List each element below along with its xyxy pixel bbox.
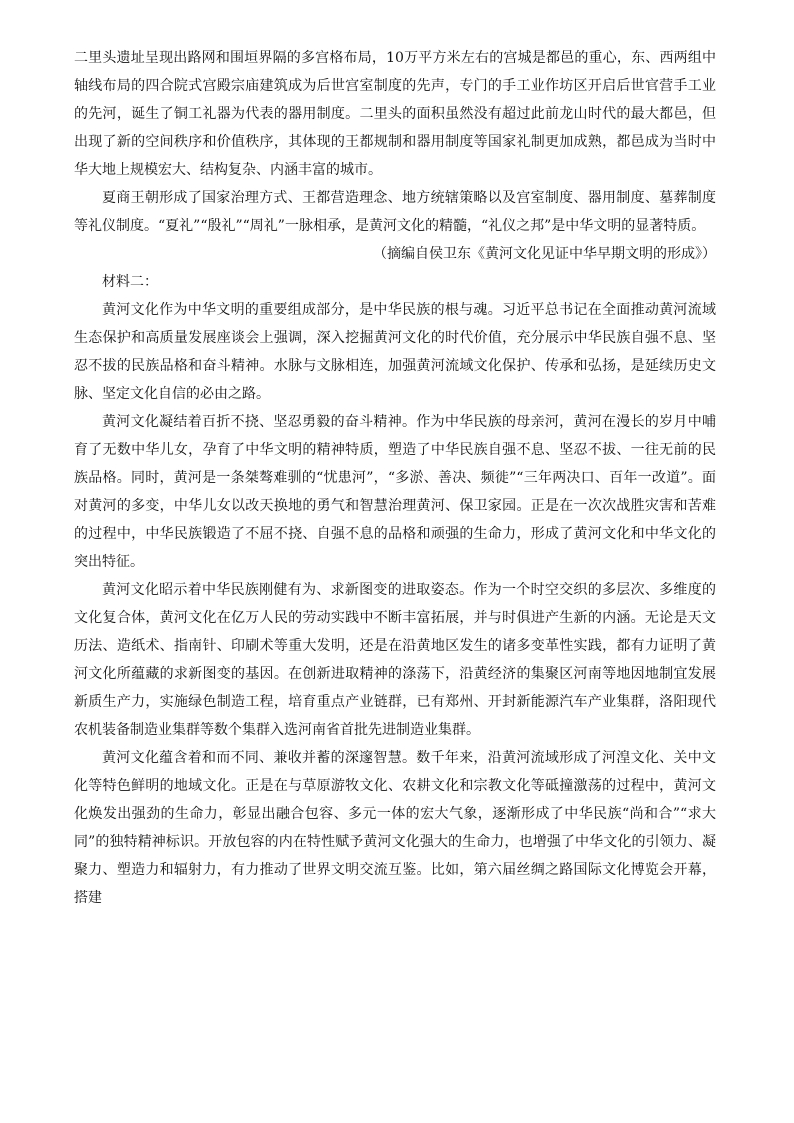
source-citation: （摘编自侯卫东《黄河文化见证中华早期文明的形成》）	[373, 246, 716, 262]
document-page	[74, 44, 716, 912]
body-paragraph: 黄河文化蕴含着和而不同、兼收并蓄的深邃智慧。数千年来，沿黄河流域形成了河湟文化、关中文化等特色鲜明的地域文化。正是在与草原游牧文化、农耕文化和宗教文化等砥撞激荡的过程中，黄河文化焕发出强劲的生命力，彰显出融合包容、多元一体的宏大气象，逐渐形成了中华民族“尚和合”“求大同”的独特精神标识。开放包容的内在特性赋予黄河文化强大的生命力，也增强了中华文化的引领力、凝聚力、塑造力和辐射力，有力推动了世界文明交流互鉴。比如，第六届丝绸之路国际文化博览会开幕，搭建	[74, 750, 716, 906]
body-paragraph: 黄河文化凝结着百折不挠、坚忍勇毅的奋斗精神。作为中华民族的母亲河，黄河在漫长的岁月中哺育了无数中华儿女，孕育了中华文明的精神特质，塑造了中华民族自强不息、坚忍不拔、一往无前的民族品格。同时，黄河是一条桀骜难驯的“忧患河”，“多淤、善决、频徙”“三年两决口、百年一改道”。面对黄河的多变，中华儿女以改天换地的勇气和智慧治理黄河、保卫家园。正是在一次次战胜灾害和苦难的过程中，中华民族锻造了不屈不挠、自强不息的品格和顽强的生命力，形成了黄河文化和中华文化的突出特征。	[74, 414, 716, 570]
body-paragraph: 夏商王朝形成了国家治理方式、王都营造理念、地方统辖策略以及宫室制度、器用制度、墓葬制度等礼仪制度。“夏礼”“殷礼”“周礼”一脉相承，是黄河文化的精髓，“礼仪之邦”是中华文明的显著特质。	[74, 190, 716, 234]
body-paragraph: 二里头遗址呈现出路网和围垣界隔的多宫格布局，10万平方米左右的宫城是都邑的重心，东、西两组中轴线布局的四合院式宫殿宗庙建筑成为后世宫室制度的先声，专门的手工业作坊区开启后世官营手工业的先河，诞生了铜工礼器为代表的器用制度。二里头的面积虽然没有超过此前龙山时代的最大都邑，但出现了新的空间秩序和价值秩序，其体现的王都规制和器用制度等国家礼制更加成熟，都邑成为当时中华大地上规模宏大、结构复杂、内涵丰富的城市。	[74, 50, 716, 178]
section-heading: 材料二：	[102, 274, 158, 290]
body-paragraph: 黄河文化作为中华文明的重要组成部分，是中华民族的根与魂。习近平总书记在全面推动黄河流域生态保护和高质量发展座谈会上强调，深入挖掘黄河文化的时代价值，充分展示中华民族自强不息、坚忍不拔的民族品格和奋斗精神。水脉与文脉相连，加强黄河流域文化保护、传承和弘扬，是延续历史文脉、坚定文化自信的必由之路。	[74, 302, 716, 402]
body-paragraph: 黄河文化昭示着中华民族刚健有为、求新图变的进取姿态。作为一个时空交织的多层次、多维度的文化复合体，黄河文化在亿万人民的劳动实践中不断丰富拓展，并与时俱进产生新的内涵。无论是天文历法、造纸术、指南针、印刷术等重大发明，还是在沿黄地区发生的诸多变革性实践，都有力证明了黄河文化所蕴藏的求新图变的基因。在创新进取精神的涤荡下，沿黄经济的集聚区河南等地因地制宜发展新质生产力，实施绿色制造工程，培育重点产业链群，已有郑州、开封新能源汽车产业集群，洛阳现代农机装备制造业集群等数个集群入选河南省首批先进制造业集群。	[74, 582, 716, 738]
